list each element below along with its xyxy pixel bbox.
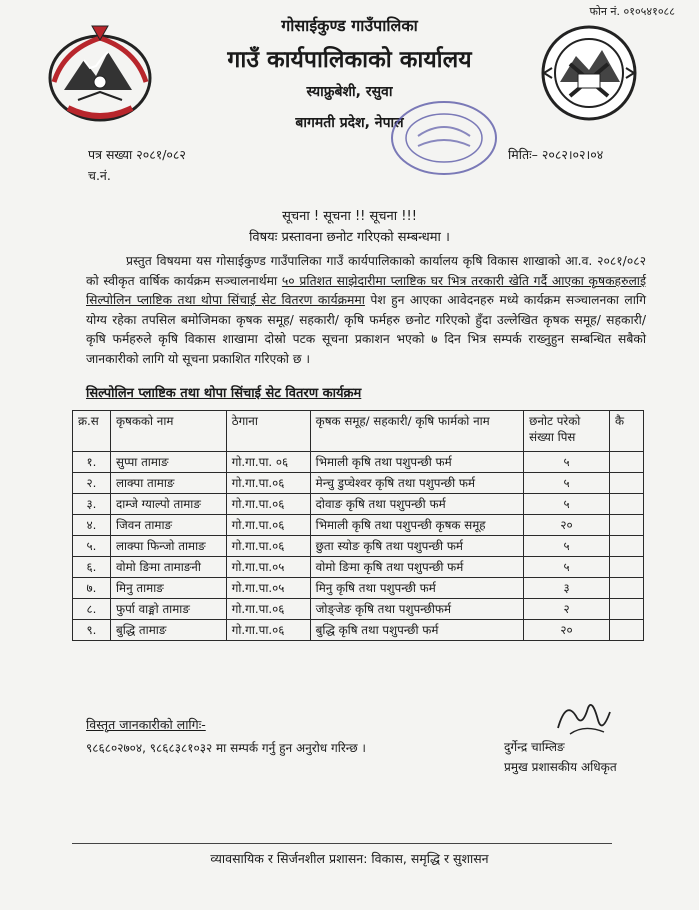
office-location: स्याफ्रुबेशी, रसुवा (306, 84, 393, 100)
notice-subject: विषयः प्रस्तावना छनोट गरिएको सम्बन्धमा । (249, 230, 450, 245)
header-remarks: कै (609, 411, 643, 452)
table-row: ९. बुद्धि तामाङ गो.गा.पा.०६ बुद्धि कृषि तथा पशुपन्छी फर्म २० (73, 620, 644, 641)
municipality-name: गोसाईकुण्ड गाउँपालिका (281, 16, 418, 35)
notice-body: प्रस्तुत विषयमा यस गोसाईकुण्ड गाउँपालिका गाउँ कार्यपालिकाको कार्यालय कृषि विकास शाखाको आ.व. २०८१/०८२ को स्वीकृत वार्षिक कार्यक्रम सञ्चालनार्थमा ५० प्रतिशत साझेदारीमा प्लाष्टिक घर भित्र तरकारी खेति गर्दै आएका कृषकहरुलाई सिल्पोलिन प्लाष्टिक तथा थोपा सिंचाई सेट वितरण कार्यक्रममा पेश हुन आएका आवेदनहरु मध्ये कार्यक्रम सञ्चालनका लागि योग्य रहेका तपसिल बमोजिमका कृषक समूह/ सहकारी/ कृषि फर्महरु छनोट गरिएको हुँदा उल्लेखित कृषक समूह/ सहकारी/ कृषि फर्महरुले कृषि विकास शाखामा दोस्रो पटक सूचना प्रकाशन भएको ७ दिन भित्र सम्पर्क राख्नुहुन सम्बन्धित सबैको जानकारीको लागि यो सूचना प्रकाशित गरिएको छ । (86, 254, 647, 366)
program-highlight: ५० प्रतिशत साझेदारीमा प्लाष्टिक घर भित्र तरकारी खेति गर्दै आएका कृषकहरुलाई सिल्पोलिन प्लाष्टिक तथा थोपा सिंचाई सेट वितरण कार्यक्रममा (86, 273, 647, 308)
footer-motto: व्यावसायिक र सिर्जनशील प्रशासन: विकास, समृद्धि र सुशासन (210, 851, 489, 866)
header-selected-count: छनोट परेको संख्या पिस (524, 411, 610, 452)
phone-number: फोन नं. ०१०५४१०८८ (589, 5, 675, 18)
table-row: ५. लाक्पा फिन्जो तामाङ गो.गा.पा.०६ छुता स्योङ कृषि तथा पशुपन्छी फर्म ५ (73, 536, 644, 557)
table-header-row (73, 411, 644, 452)
program-title: सिल्पोलिन प्लाष्टिक तथा थोपा सिंचाई सेट वितरण कार्यक्रम (86, 386, 362, 401)
footer-divider (72, 843, 612, 844)
letter-number: पत्र सख्या २०८१/०८२ (88, 147, 186, 162)
signatory-title: प्रमुख प्रशासकीय अधिकृत (504, 760, 617, 774)
contact-numbers: ९८६८०२७०४, ९८६८३८१०३२ मा सम्पर्क गर्नु हुन अनुरोध गरिन्छ । (86, 741, 366, 755)
header-farmer-name: कृषकको नाम (110, 411, 226, 452)
table-row: ४. जिवन तामाङ गो.गा.पा.०६ भिमाली कृषि तथा पशुपन्छी कृषक समूह २० (73, 515, 644, 536)
dispatch-number: च.नं. (88, 168, 111, 183)
table-row: १. सुप्पा तामाङ गो.गा.पा. ०६ भिमाली कृषि तथा पशुपन्छी फर्म ५ (73, 452, 644, 473)
notice-heading: सूचना ! सूचना !! सूचना !!! (282, 209, 417, 224)
province-name: बागमती प्रदेश, नेपाल (295, 115, 404, 131)
header-serial: क्र.स (73, 411, 111, 452)
table-row: ७. मिनु तामाङ गो.गा.पा.०५ मिनु कृषि तथा पशुपन्छी फर्म ३ (73, 578, 644, 599)
office-name: गाउँ कार्यपालिकाको कार्यालय (227, 47, 472, 73)
table-row: ३. दाम्जे ग्याल्पो तामाङ गो.गा.पा.०६ दोवाङ कृषि तथा पशुपन्छी फर्म ५ (73, 494, 644, 515)
contact-title: विस्तृत जानकारीको लागिः- (86, 717, 206, 732)
header-group-name: कृषक समूह/ सहकारी/ कृषि फार्मको नाम (310, 411, 524, 452)
table-row: २. लाक्पा तामाङ गो.गा.पा.०६ मेन्चु डुप्चेश्वर कृषि तथा पशुपन्छी फर्म ५ (73, 473, 644, 494)
selection-table (72, 410, 644, 641)
handwritten-signature (552, 694, 616, 742)
table-row: ६. वोमो ङिमा तामाङनी गो.गा.पा.०५ वोमो ङिमा कृषि तथा पशुपन्छी फर्म ५ (73, 557, 644, 578)
office-seal-stamp (388, 98, 500, 178)
letter-date: मितिः– २०८२।०२।०४ (508, 147, 604, 162)
signatory-name: दुर्गेन्द्र चाम्लिङ (504, 740, 565, 754)
header-address: ठेगाना (226, 411, 310, 452)
table-row: ८. फुर्पा वाङ्मो तामाङ गो.गा.पा.०६ जोङ्जेङ कृषि तथा पशुपन्छीफर्म २ (73, 599, 644, 620)
